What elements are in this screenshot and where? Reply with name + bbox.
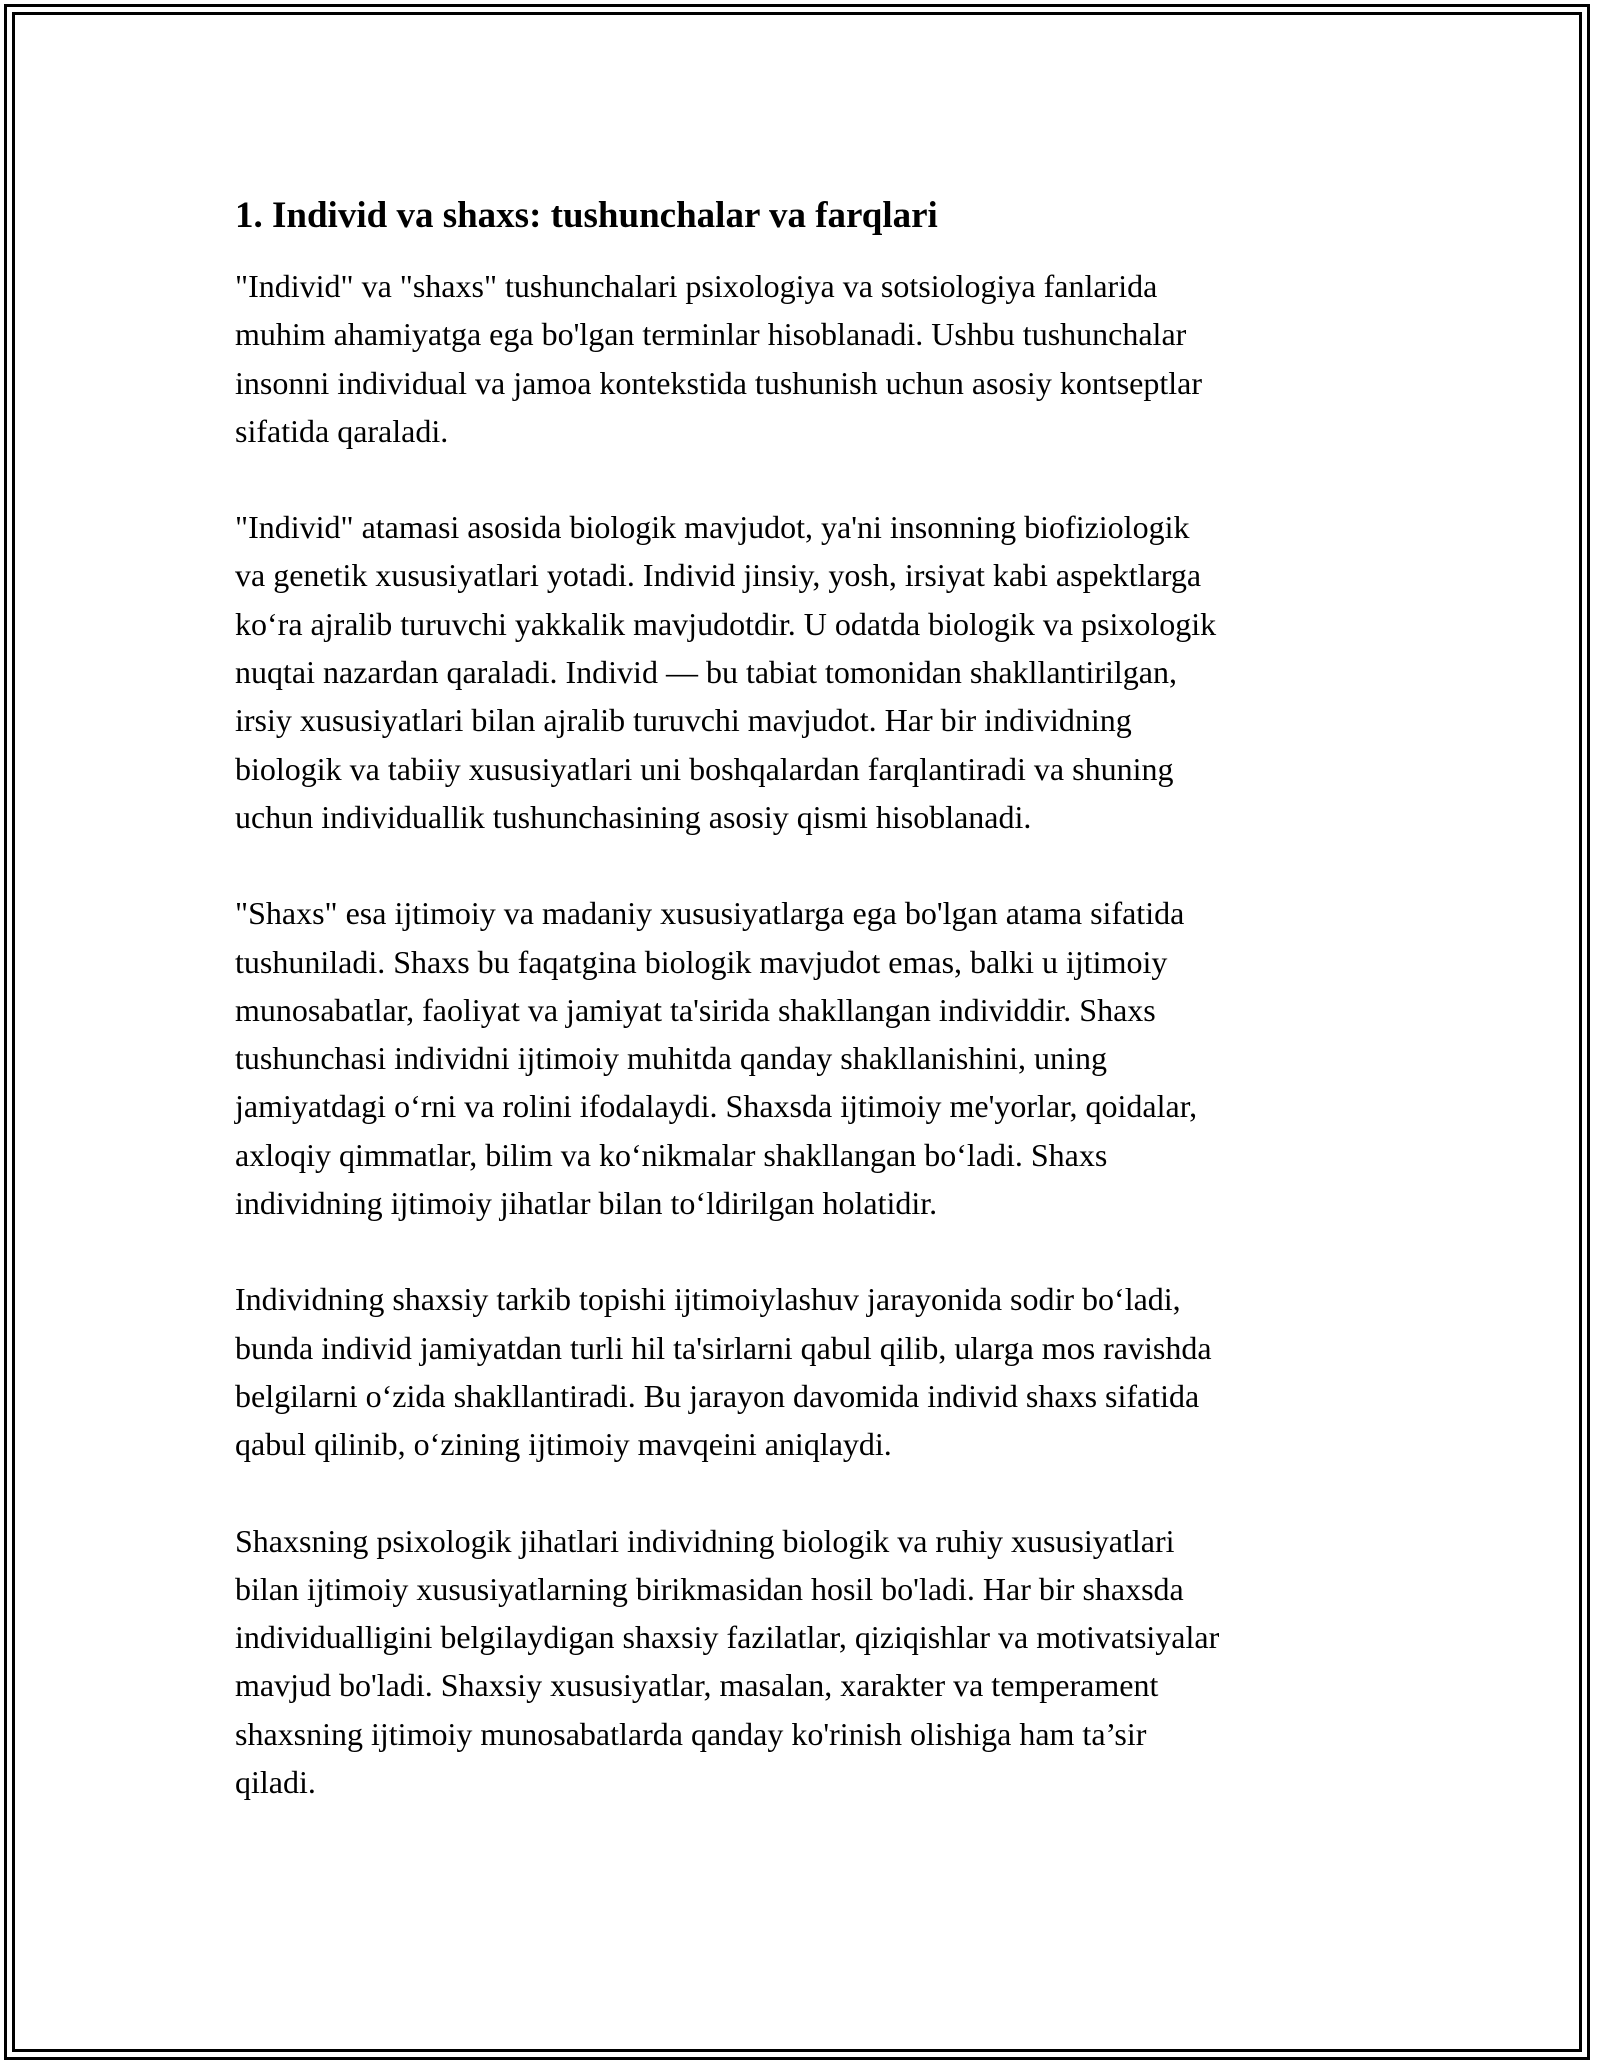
paragraph-2 <box>235 503 1370 841</box>
text-line: ko‘ra ajralib turuvchi yakkalik mavjudotdir. U odatda biologik va psixologik <box>235 605 1217 642</box>
text-line: muhim ahamiyatga ega bo'lgan terminlar hisoblanadi. Ushbu tushunchalar <box>235 316 1187 353</box>
text-line: "Individ" va "shaxs" tushunchalari psixologiya va sotsiologiya fanlarida <box>235 268 1158 304</box>
text-line: munosabatlar, faoliyat va jamiyat ta'sirida shakllangan individdir. Shaxs <box>235 991 1156 1028</box>
text-line: tushunchasi individni ijtimoiy muhitda qanday shakllanishini, uning <box>235 1040 1107 1077</box>
text-line: irsiy xususiyatlari bilan ajralib turuvchi mavjudot. Har bir individning <box>235 702 1132 739</box>
document-body <box>235 192 1370 1854</box>
paragraph-3 <box>235 889 1370 1227</box>
text-line: tushuniladi. Shaxs bu faqatgina biologik mavjudot emas, balki u ijtimoiy <box>235 943 1168 980</box>
text-line: va genetik xususiyatlari yotadi. Individ jinsiy, yosh, irsiyat kabi aspektlarga <box>235 557 1202 594</box>
text-line: bilan ijtimoiy xususiyatlarning birikmasidan hosil bo'ladi. Har bir shaxsda <box>235 1570 1184 1607</box>
text-line: nuqtai nazardan qaraladi. Individ — bu tabiat tomonidan shakllantirilgan, <box>235 654 1177 691</box>
text-line: "Individ" atamasi asosida biologik mavjudot, ya'ni insonning biofiziologik <box>235 509 1190 546</box>
text-line: jamiyatdagi o‘rni va rolini ifodalaydi. Shaxsda ijtimoiy me'yorlar, qoidalar, <box>235 1088 1198 1125</box>
text-line: uchun individuallik tushunchasining asosiy qismi hisoblanadi. <box>235 798 1032 835</box>
text-line: individualligini belgilaydigan shaxsiy fazilatlar, qiziqishlar va motivatsiyalar <box>235 1619 1220 1656</box>
text-line: Shaxsning psixologik jihatlari individning biologik va ruhiy xususiyatlari <box>235 1522 1175 1559</box>
text-line: individning ijtimoiy jihatlar bilan to‘ldirilgan holatidir. <box>235 1185 938 1222</box>
paragraph-1 <box>235 262 1370 455</box>
text-line: axloqiy qimmatlar, bilim va ko‘nikmalar shakllangan bo‘ladi. Shaxs <box>235 1136 1108 1173</box>
text-line: qiladi. <box>235 1764 316 1801</box>
paragraph-5 <box>235 1517 1370 1807</box>
text-line: bunda individ jamiyatdan turli hil ta'sirlarni qabul qilib, ularga mos ravishda <box>235 1329 1212 1366</box>
text-line: insonni individual va jamoa kontekstida tushunish uchun asosiy kontseptlar <box>235 364 1202 401</box>
section-heading: 1. Individ va shaxs: tushunchalar va farqlari <box>235 195 938 236</box>
text-line: qabul qilinib, o‘zining ijtimoiy mavqeini aniqlaydi. <box>235 1426 892 1463</box>
text-line: Individning shaxsiy tarkib topishi ijtimoiylashuv jarayonida sodir bo‘ladi, <box>235 1281 1181 1318</box>
text-line: biologik va tabiiy xususiyatlari uni boshqalardan farqlantiradi va shuning <box>235 750 1174 787</box>
text-line: sifatida qaraladi. <box>235 412 449 449</box>
text-line: shaxsning ijtimoiy munosabatlarda qanday ko'rinish olishiga ham ta’sir <box>235 1715 1147 1752</box>
paragraph-4 <box>235 1275 1370 1468</box>
text-line: "Shaxs" esa ijtimoiy va madaniy xususiyatlarga ega bo'lgan atama sifatida <box>235 895 1185 932</box>
text-line: belgilarni o‘zida shakllantiradi. Bu jarayon davomida individ shaxs sifatida <box>235 1377 1200 1414</box>
text-line: mavjud bo'ladi. Shaxsiy xususiyatlar, masalan, xarakter va temperament <box>235 1667 1159 1704</box>
